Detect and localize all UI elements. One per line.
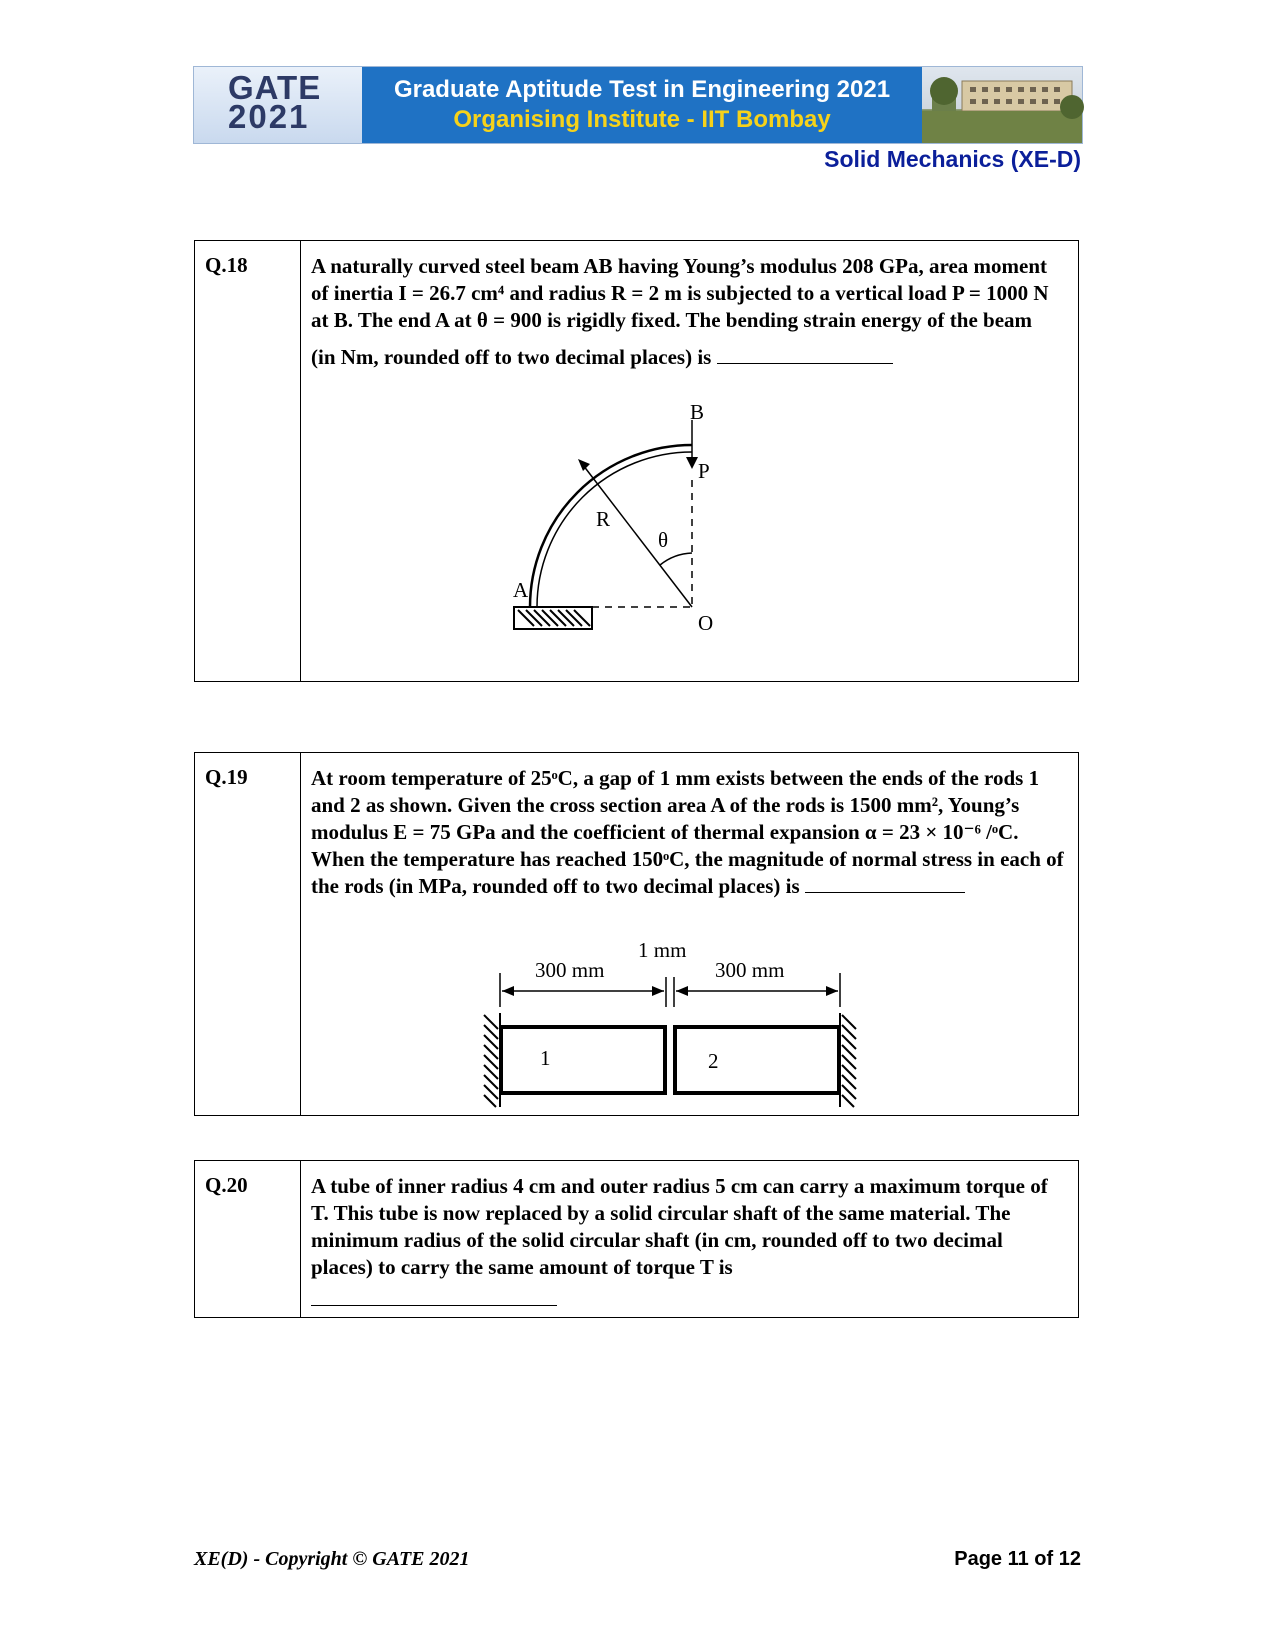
radius-arrowhead-icon: [578, 459, 590, 471]
answer-line: [311, 1285, 1066, 1313]
right-wall: [840, 1013, 856, 1107]
label-p: P: [698, 459, 710, 483]
logo-text: GATE: [228, 69, 322, 106]
label-theta: θ: [658, 528, 669, 552]
question-text: [311, 765, 1066, 900]
label-a: A: [513, 578, 529, 602]
label-gap: 1 mm: [638, 938, 687, 962]
footer-copyright: XE(D) - Copyright © GATE 2021: [194, 1548, 470, 1570]
question-body: [301, 1161, 1078, 1317]
label-b: B: [690, 400, 705, 424]
campus-building-image: [922, 67, 1082, 143]
banner-subtitle: Organising Institute - IIT Bombay: [453, 106, 831, 133]
curved-beam-inner: [537, 452, 692, 607]
question-text: A naturally curved steel beam AB having Young’s modulus 208 GPa, area moment of inertia I = 26.7 cm⁴ and radius R = 2 m is subjected to a vertical load P = 1000 N at B. The end A at θ = 900 is rigidly fixed. The bending strain energy of the beam: [311, 254, 1049, 332]
question-number: Q.18: [195, 241, 301, 681]
subject-title: Solid Mechanics (XE-D): [824, 146, 1081, 172]
rod-1: [501, 1027, 665, 1093]
label-right-length: 300 mm: [715, 958, 785, 982]
label-rod-2: 2: [708, 1049, 719, 1073]
rods-diagram: [470, 935, 880, 1110]
logo-year: 2021: [228, 98, 310, 135]
label-r: R: [596, 507, 611, 531]
answer-blank: [805, 892, 965, 893]
banner-title: Graduate Aptitude Test in Engineering 2021: [393, 76, 891, 103]
curved-beam: [530, 445, 692, 607]
prompt-text: (in Nm, rounded off to two decimal places) is: [311, 345, 712, 369]
question-text-content: At room temperature of 25ᵒC, a gap of 1 mm exists between the ends of the rods 1 and 2 as shown. Given the cross section area A of the rods is 1500 mm², Young’s modulus E = 75 GPa and the coefficient of thermal expansion α = 23 × 10⁻⁶ /ᵒC. When the temperature has reached 150ᵒC, the magnitude of normal stress in each of the rods (in MPa, rounded off to two decimal places) is: [311, 766, 1064, 898]
curved-beam-diagram: [513, 400, 780, 650]
load-arrowhead-icon: [686, 457, 698, 469]
arrowhead-icon: [652, 986, 664, 996]
label-rod-1: 1: [540, 1046, 551, 1070]
banner-text: [362, 67, 922, 143]
question-number: Q.20: [195, 1161, 301, 1317]
rod-2: [675, 1027, 839, 1093]
question-prompt: [311, 344, 1066, 371]
radius-line: [583, 465, 692, 607]
label-left-length: 300 mm: [535, 958, 605, 982]
header-banner: [193, 66, 1083, 144]
left-wall: [484, 1013, 500, 1107]
answer-blank: [311, 1285, 557, 1306]
gate-logo: [194, 67, 362, 143]
question-number: Q.19: [195, 753, 301, 1115]
arrowhead-icon: [676, 986, 688, 996]
arrowhead-icon: [502, 986, 514, 996]
theta-arc: [660, 553, 692, 565]
question-20: [194, 1160, 1079, 1318]
page-number: Page 11 of 12: [954, 1548, 1081, 1570]
question-text: A tube of inner radius 4 cm and outer radius 5 cm can carry a maximum torque of T. This tube is now replaced by a solid circular shaft of the same material. The minimum radius of the solid circular shaft (in cm, rounded off to two decimal places) to carry the same amount of torque T is: [311, 1174, 1048, 1279]
arrowhead-icon: [826, 986, 838, 996]
campus-building-icon: [922, 67, 1082, 143]
label-o: O: [698, 611, 714, 635]
answer-blank: [717, 363, 893, 364]
